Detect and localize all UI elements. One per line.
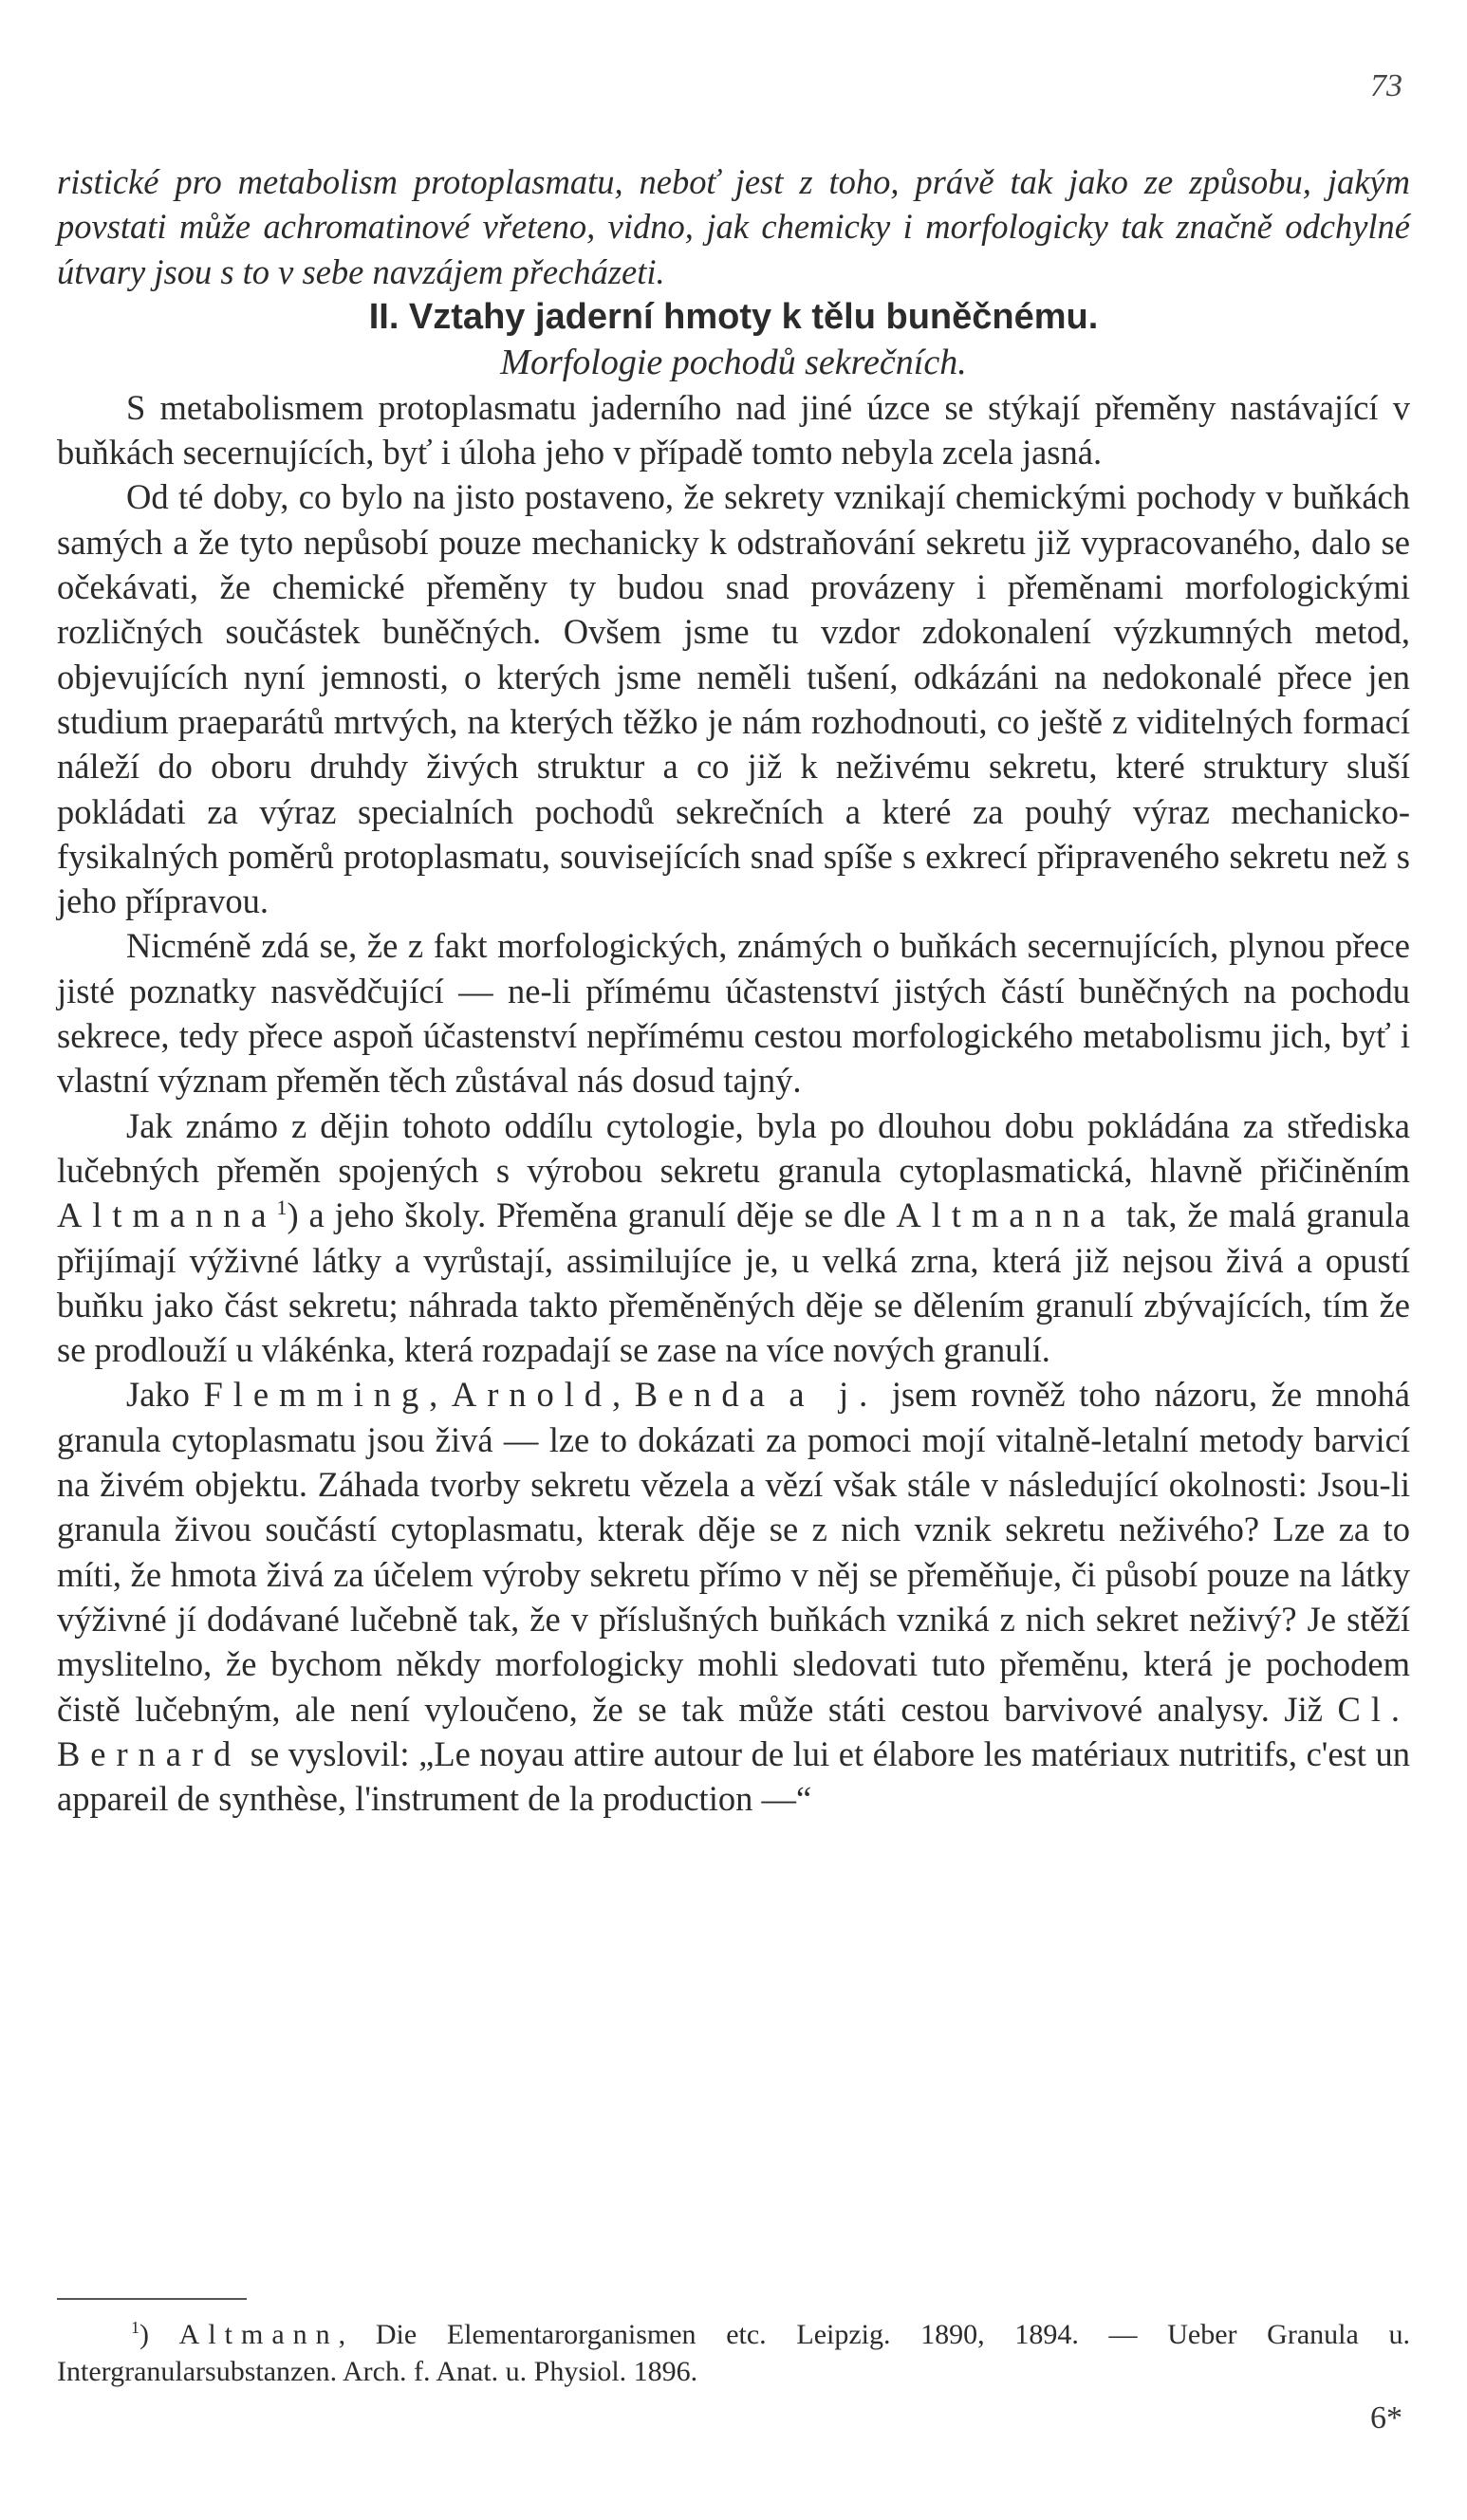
author-name-altmann: Altmanna (57, 1195, 277, 1235)
paragraph-4 (57, 1103, 1410, 1373)
paragraph-5-text-1: Jako (126, 1375, 204, 1415)
printer-signature: 6* (1370, 2400, 1402, 2436)
footnote (57, 2316, 1410, 2390)
author-name-bernard: Cl. Bernard (57, 1689, 1410, 1773)
author-name-arnold: Arnold (451, 1375, 612, 1415)
author-name-benda: Benda (634, 1375, 775, 1415)
separator-2: , (612, 1375, 635, 1415)
footnote-mark: 1 (131, 2318, 139, 2337)
paragraph-5-text-3: se vyslovil: „Le noyau attire autour de lui et élabore les matériaux nutritifs, c'est un appareil de synthèse, l'instrument de la production —“ (57, 1733, 1410, 1819)
author-name-altmann-2: Altmanna (896, 1195, 1116, 1235)
intro-paragraph: ristické pro metabolism protoplasmatu, neboť jest z toho, právě tak jako ze způsobu, jakým povstati může achromatinové vřeteno, vidno, jak chemicky i morfologicky tak značně odchylné útvary jsou s to v sebe navzájem přecházeti. (57, 162, 1410, 291)
author-name-flemming: Flemming (203, 1375, 430, 1415)
paragraph-4-text-3: tak, že malá granula přijímají výživné látky a vyrůstají, assimilujíce je, u velká zrna, která již nejsou živá a opustí buňku jako část sekretu; náhrada takto přeměněných děje se dělením granulí zbývajících, tím že se prodlouží u vlákénka, která rozpadají se zase na více nových granulí. (57, 1195, 1410, 1370)
footnote-text: $^1$) Altmann, Die Elementarorganismen etc. Leipzig. 1890, 1894. — Ueber Granula u. Intergranularsubstanzen. Arch. f. Anat. u. Physiol. 1896. (57, 2318, 1410, 2387)
page-number: 73 (1370, 68, 1402, 103)
paragraph-3: Nicméně zdá se, že z fakt morfologických, známých o buňkách secernujících, plynou přece jisté poznatky nasvědčující — ne-li přímému účastenství jistých částí buněčných na pochodu sekrece, tedy přece aspoň účastenství nepřímému cestou morfologického metabolismu jich, byť i vlastní význam přeměn těch zůstával nás dosud tajný. (57, 926, 1410, 1101)
paragraph-4-text-2: ) a jeho školy. Přeměna granulí děje se dle (287, 1195, 897, 1235)
section-heading: II. Vztahy jaderní hmoty k tělu buněčnému. (368, 296, 1099, 337)
footnote-reference: 1 (276, 1195, 288, 1220)
footnote-author: Altmann (178, 2319, 339, 2350)
paragraph-1: S metabolismem protoplasmatu jaderního nad jiné úzce se stýkají přeměny nastávající v buňkách secernujících, byť i úloha jeho v případě tomto nebyla zcela jasná. (57, 387, 1410, 472)
paragraph-5-text-2: jsem rovněž toho názoru, že mnohá granula cytoplasmatu jsou živá — lze to dokázati za pomoci mojí vitalně-letalní metody barvicí na živém objektu. Záhada tvorby sekretu vězela a vězí však stále v následující okolnosti: Jsou-li granula živou součástí cytoplasmatu, kterak děje se z nich vznik sekretu neživého? Lze za to míti, že hmota živá za účelem výroby sekretu přímo v něj se přeměňuje, či působí pouze na látky výživné jí dodávané lučebně tak, že v příslušných buňkách vzniká z nich sekret neživý? Je stěží myslitelno, že bychom někdy morfologicky mohli sledovati tuto přeměnu, která je pochodem čistě lučebným, ale není vyloučeno, že se tak může státi cestou barvivové analysy. Již (57, 1375, 1411, 1729)
paragraph-5 (57, 1372, 1410, 1821)
page-body (57, 159, 1410, 1821)
paragraph-4-text-1: Jak známo z dějin tohoto oddílu cytologie, byla po dlouhou dobu pokládána za střediska lučebných přeměn spojených s výrobou sekretu granula cytoplasmatická, hlavně přičiněním (57, 1105, 1410, 1190)
section-subheading: Morfologie pochodů sekrečních. (500, 342, 967, 382)
footnote-divider (57, 2298, 247, 2300)
paragraph-2: Od té doby, co bylo na jisto postaveno, že sekrety vznikají chemickými pochody v buňkách samých a že tyto nepůsobí pouze mechanicky k odstraňování sekretu již vypracovaného, dalo se očekávati, že chemické přeměny ty budou snad provázeny i přeměnami morfologickými rozličných součástek buněčných. Ovšem jsme tu vzdor zdokonalení výzkumných metod, objevujících nyní jemnosti, o kterých jsme neměli tušení, odkázáni na nedokonalé přece jen studium praeparátů mrtvých, na kterých těžko je nám rozhodnouti, co ještě z viditelných formací náleží do oboru druhdy živých struktur a co již k neživému sekretu, které struktury sluší pokládati za výraz specialních pochodů sekrečních a které za pouhý výraz mechanicko-fysikalných poměrů protoplasmatu, souvisejících snad spíše s exkrecí připraveného sekretu než s jeho přípravou. (57, 477, 1410, 921)
separator-1: , (429, 1375, 452, 1415)
author-name-aj: a j. (789, 1375, 879, 1415)
footnote-citation: , Die Elementarorganismen etc. Leipzig. 1890, 1894. — Ueber Granula u. Intergranularsubstanzen. Arch. f. Anat. u. Physiol. 1896. (57, 2319, 1410, 2387)
